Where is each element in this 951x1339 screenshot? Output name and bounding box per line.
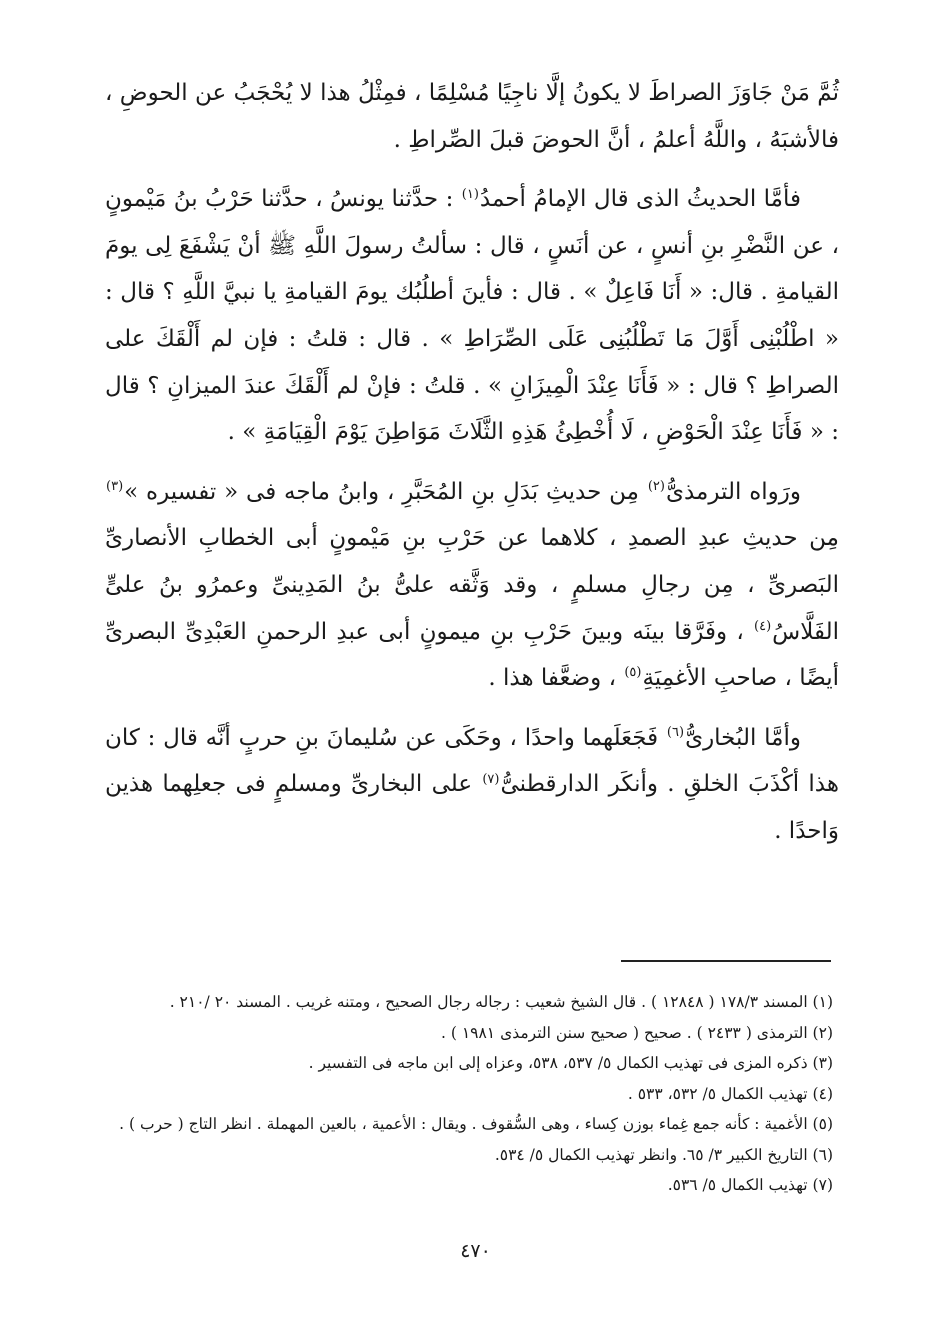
paragraph-2-text-b: : حدَّثنا يونسُ ، حدَّثنا حَرْبُ بنُ مَيْمونٍ ، عن النَّضْرِ بنِ أنسٍ ، عن أنَسٍ ، قال : سألتُ رسولَ اللَّهِ ﷺ أنْ يَشْفَعَ لِى يومَ القيامةِ . قال: « أَنَا فَاعِلٌ » . قال : فأينَ أطلُبُك يومَ القيامةِ يا نبيَّ اللَّهِ ؟ قال : « اطْلُبْنِى أَوَّلَ مَا تَطْلُبُنِى عَلَى الصِّرَاطِ » . قال : قلتُ : فإن لم أَلْقَكَ على الصراطِ ؟ قال : « فَأَنَا عِنْدَ الْمِيزَانِ » . قلتُ : فإنْ لم أَلْقَكَ عندَ الميزانِ ؟ قال : « فَأَنَا عِنْدَ الْحَوْضِ ، لَا أُخْطِئُ هَذِهِ الثَّلَاثَ مَوَاطِنَ يَوْمَ الْقِيَامَةِ » . (105, 186, 839, 446)
footnote-4: (٤) تهذيب الكمال ٥/ ٥٣٢، ٥٣٣ . (627, 1084, 833, 1103)
main-text (105, 70, 839, 855)
footnote-separator (621, 960, 831, 962)
paragraph-4-text-b: فَجَعَلَهما واحدًا ، وحَكَى عن سُليمانَ بنِ حربٍ أنَّه قال : كان هذا أكْذَبَ الخلقِ . وأنكَر الدارقطنىُّ (105, 724, 840, 798)
paragraph-4 (105, 715, 839, 855)
footnote-ref-1[interactable]: (١) (461, 186, 479, 202)
footnote-6: (٦) التاريخ الكبير ٣/ ٦٥. وانظر تهذيب الكمال ٥/ ٥٣٤. (494, 1145, 833, 1164)
paragraph-3-text-c: مِن حديثِ عبدِ الصمدِ ، كلاهما عن حَرْبِ بنِ مَيْمونٍ أبى الخطابِ الأنصارىِّ البَصرىِّ ، مِن رجالِ مسلمٍ ، وقد وَثَّقه علىُّ بنُ المَدِينىِّ وعمرُو بنُ علىٍّ الفَلَّاسُ (105, 525, 839, 645)
footnote-5: (٥) الأغمية : كأنه جمع غِماء بوزن كِساء ، وهى السُّقوف . ويقال : الأعمية ، بالعين المهملة . انظر التاج ( حرب ) . (119, 1115, 833, 1133)
paragraph-1 (105, 70, 839, 163)
paragraph-3-text-e: ، وضعَّفا هذا . (488, 665, 624, 692)
footnote-1: (١) المسند ١٧٨/٣ ( ١٢٨٤٨ ) . قال الشيخ شعيب : رجاله رجال الصحيح ، ومتنه غريب . المسند ٢٠ /٢١٠ . (169, 993, 833, 1011)
footnote-ref-5[interactable]: (٥) (624, 665, 642, 681)
paragraph-2-text-a: فأمَّا الحديثُ الذى قال الإمامُ أحمدُ (479, 186, 801, 213)
footnote-ref-4[interactable]: (٤) (754, 618, 772, 634)
page-number: ٤٧٠ (460, 1240, 491, 1262)
paragraph-3-text-b: مِن حديثِ بَدَلِ بنِ المُحَبَّرِ ، وابنُ ماجه فى « تفسيره » (124, 478, 647, 505)
paragraph-2 (105, 176, 839, 456)
paragraph-3-text-a: ورَواه الترمذىُّ (665, 478, 801, 505)
footnote-ref-3[interactable]: (٣) (106, 479, 124, 495)
paragraph-4-text-c: على البخارىِّ ومسلمٍ فى جعلِهما هذين وَاحدًا . (105, 771, 839, 844)
footnote-ref-6[interactable]: (٦) (666, 725, 685, 741)
footnote-ref-7[interactable]: (٧) (482, 771, 500, 787)
footnotes (110, 987, 833, 1201)
footnote-2: (٢) الترمذى ( ٢٤٣٣ ) . صحيح ( صحيح سنن الترمذى ١٩٨١ ) . (441, 1023, 833, 1042)
footnote-3: (٣) ذكره المزى فى تهذيب الكمال ٥/ ٥٣٧، ٥٣٨، وعزاه إلى ابن ماجه فى التفسير . (308, 1054, 833, 1072)
paragraph-1-text: ثُمَّ مَنْ جَاوَزَ الصراطَ لا يكونُ إلَّا ناجِيًا مُسْلِمًا ، فمِثْلُ هذا لا يُحْجَبُ عن الحوضِ ، فالأشبَهُ ، واللَّهُ أعلمُ ، أنَّ الحوضَ قبلَ الصِّراطِ . (105, 80, 839, 153)
footnote-ref-2[interactable]: (٢) (647, 479, 665, 495)
footnote-7: (٧) تهذيب الكمال ٥/ ٥٣٦. (667, 1176, 833, 1194)
paragraph-4-text-a: وأمَّا البُخارىُّ (685, 724, 801, 751)
paragraph-3 (105, 469, 839, 702)
paragraph-3-text-d: ، وفَرَّقا بينَه وبينَ حَرْبِ بنِ ميمونٍ أبى عبدِ الرحمنِ العَبْدِىِّ البصرىِّ أيضًا ، صاحبِ الأغمِيَةِ (105, 618, 839, 692)
